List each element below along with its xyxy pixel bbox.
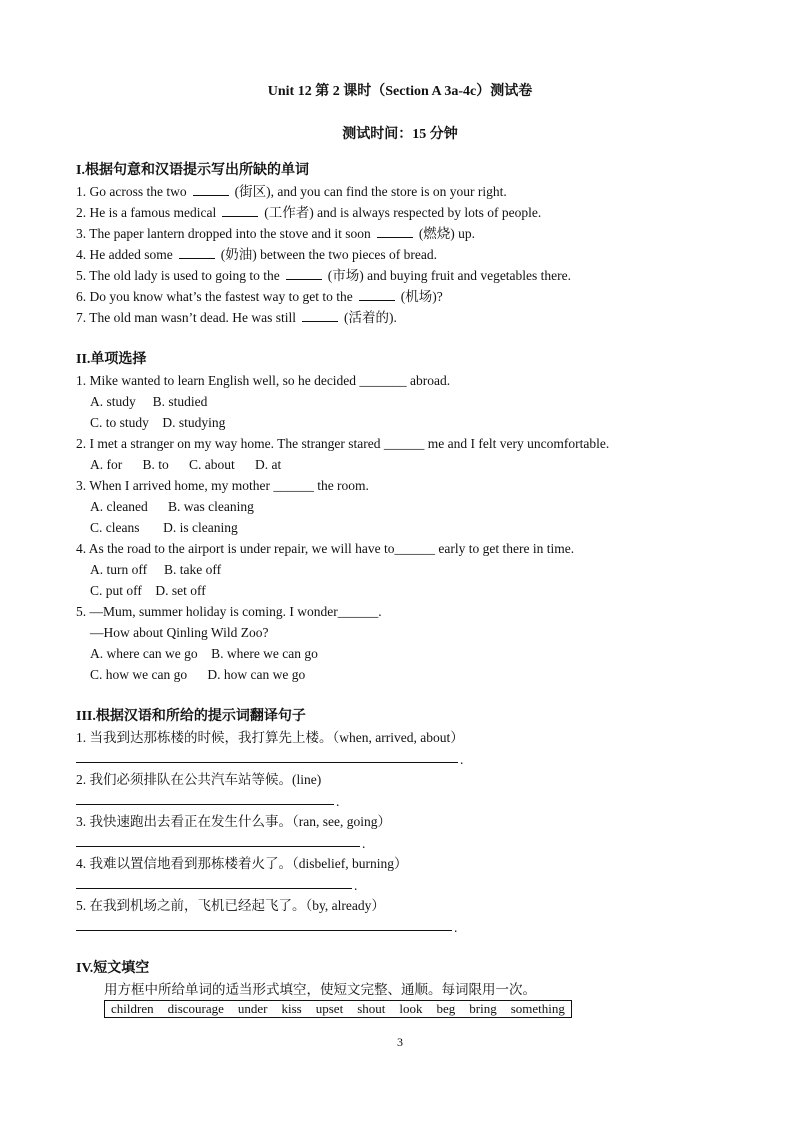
answer-underline [76, 804, 334, 805]
question-options: A. cleaned B. was cleaning [90, 499, 254, 514]
item-text-after: (市场) and buying fruit and vegetables there. [327, 268, 572, 283]
translation-answer-line[interactable] [76, 790, 726, 811]
test-time: 测试时间：15 分钟 [342, 127, 458, 142]
fill-blank-item [76, 286, 726, 307]
question-options: C. put off D. set off [90, 583, 206, 598]
answer-underline [76, 888, 352, 889]
question-options: C. how we can go D. how can we go [90, 667, 306, 682]
item-text-before: 3. The paper lantern dropped into the stove and it soon [76, 226, 371, 241]
item-text-before: 2. He is a famous medical [76, 205, 217, 220]
word-box-word: under [237, 1001, 268, 1016]
word-box-word: children [111, 1001, 154, 1016]
translation-prompt: 2. 我们必须排队在公共汽车站等候。(line) [76, 772, 322, 787]
word-box-word: upset [315, 1001, 344, 1016]
fill-blank-item [76, 223, 726, 244]
item-text-after: (机场)? [400, 289, 443, 304]
fill-blank-item [76, 307, 726, 328]
period-mark: . [336, 794, 340, 809]
question-options: —How about Qinling Wild Zoo? [90, 625, 269, 640]
item-text-before: 6. Do you know what’s the fastest way to get to the [76, 289, 353, 304]
translation-answer-line[interactable] [76, 916, 726, 937]
question-options: A. for B. to C. about D. at [90, 457, 282, 472]
item-text-after: (街区), and you can find the store is on your right. [234, 184, 507, 199]
section-3-items [76, 727, 726, 937]
fill-blank-item [76, 265, 726, 286]
item-text-after: (奶油) between the two pieces of bread. [220, 247, 438, 262]
item-text-before: 7. The old man wasn’t dead. He was still [76, 310, 296, 325]
word-box-word: discourage [167, 1001, 224, 1016]
worksheet-content [76, 160, 726, 1018]
section-2-items [76, 370, 726, 685]
question-stem: 4. As the road to the airport is under repair, we will have to______ early to get there in time. [76, 541, 575, 556]
question-options: C. to study D. studying [90, 415, 226, 430]
word-box-word: beg [436, 1001, 456, 1016]
answer-blank[interactable] [377, 225, 413, 238]
word-box-word: look [399, 1001, 423, 1016]
word-box-word: something [510, 1001, 565, 1016]
section-1-items [76, 181, 726, 328]
translation-answer-line[interactable] [76, 748, 726, 769]
answer-blank[interactable] [193, 183, 229, 196]
item-text-before: 5. The old lady is used to going to the [76, 268, 280, 283]
page-number: 3 [397, 1035, 403, 1049]
translation-answer-line[interactable] [76, 874, 726, 895]
fill-blank-item [76, 181, 726, 202]
word-box-word: bring [469, 1001, 497, 1016]
answer-blank[interactable] [222, 204, 258, 217]
item-text-before: 1. Go across the two [76, 184, 187, 199]
word-box [104, 1000, 572, 1018]
answer-blank[interactable] [302, 309, 338, 322]
section-2-heading: II.单项选择 [76, 352, 147, 367]
period-mark: . [454, 920, 458, 935]
item-text-before: 4. He added some [76, 247, 173, 262]
item-text-after: (燃烧) up. [418, 226, 476, 241]
answer-blank[interactable] [359, 288, 395, 301]
question-options: C. cleans D. is cleaning [90, 520, 238, 535]
fill-blank-item [76, 244, 726, 265]
translation-prompt: 1. 当我到达那栋楼的时候，我打算先上楼。（when, arrived, about） [76, 730, 464, 745]
question-options: A. study B. studied [90, 394, 208, 409]
period-mark: . [460, 752, 464, 767]
word-box-word: kiss [281, 1001, 302, 1016]
section-4-instruction: 用方框中所给单词的适当形式填空，使短文完整、通顺。每词限用一次。 [104, 982, 536, 997]
question-stem: 3. When I arrived home, my mother ______ the room. [76, 478, 369, 493]
period-mark: . [362, 836, 366, 851]
translation-prompt: 4. 我难以置信地看到那栋楼着火了。（disbelief, burning） [76, 856, 408, 871]
question-stem: 5. —Mum, summer holiday is coming. I wonder______. [76, 604, 382, 619]
answer-underline [76, 846, 360, 847]
answer-underline [76, 930, 452, 931]
section-1-heading: I.根据句意和汉语提示写出所缺的单词 [76, 163, 309, 178]
worksheet-title: Unit 12 第 2 课时（Section A 3a-4c）测试卷 [267, 84, 533, 99]
translation-prompt: 5. 在我到机场之前，飞机已经起飞了。（by, already） [76, 898, 385, 913]
fill-blank-item [76, 202, 726, 223]
question-stem: 2. I met a stranger on my way home. The stranger stared ______ me and I felt very uncomfortable. [76, 436, 610, 451]
question-options: A. where can we go B. where we can go [90, 646, 318, 661]
translation-prompt: 3. 我快速跑出去看正在发生什么事。（ran, see, going） [76, 814, 391, 829]
section-3-heading: III.根据汉语和所给的提示词翻译句子 [76, 709, 306, 724]
translation-answer-line[interactable] [76, 832, 726, 853]
answer-underline [76, 762, 458, 763]
question-options: A. turn off B. take off [90, 562, 222, 577]
item-text-after: (活着的). [343, 310, 397, 325]
word-box-word: shout [357, 1001, 386, 1016]
period-mark: . [354, 878, 358, 893]
question-stem: 1. Mike wanted to learn English well, so he decided _______ abroad. [76, 373, 451, 388]
section-4-heading: IV.短文填空 [76, 961, 150, 976]
item-text-after: (工作者) and is always respected by lots of people. [264, 205, 542, 220]
answer-blank[interactable] [286, 267, 322, 280]
answer-blank[interactable] [179, 246, 215, 259]
